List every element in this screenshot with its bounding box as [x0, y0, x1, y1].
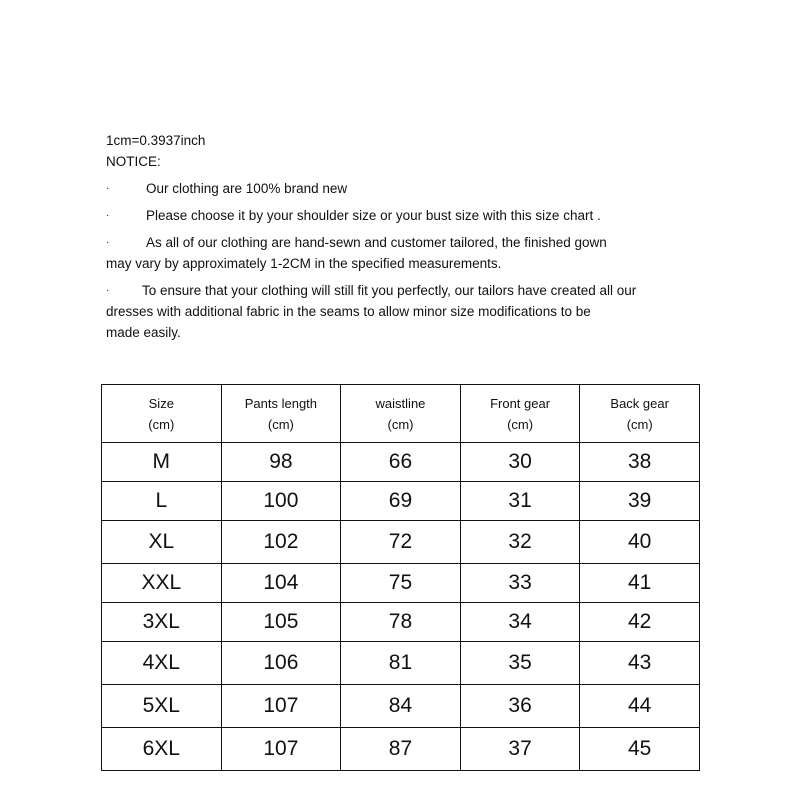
notice-text: Our clothing are 100% brand new — [146, 181, 348, 196]
table-cell: 43 — [580, 642, 700, 685]
table-cell: XXL — [102, 564, 222, 603]
table-cell: 44 — [580, 685, 700, 728]
header-label: Size — [148, 395, 174, 411]
header-unit: (cm) — [507, 416, 534, 432]
table-cell: 3XL — [102, 603, 222, 642]
table-cell: 41 — [580, 564, 700, 603]
table-cell: 42 — [580, 603, 700, 642]
table-cell: 39 — [580, 482, 700, 521]
table-cell: 34 — [460, 603, 580, 642]
table-row — [102, 443, 700, 482]
notice-text: Please choose it by your shoulder size or your bust size with this size chart . — [146, 208, 601, 223]
notice-item — [106, 178, 706, 199]
table-cell: 87 — [341, 728, 461, 771]
notice-text: As all of our clothing are hand-sewn and customer tailored, the finished gown — [146, 235, 607, 250]
header-unit: (cm) — [148, 416, 175, 432]
table-cell: 106 — [221, 642, 341, 685]
notice-text-continued: made easily. — [106, 325, 181, 340]
table-cell: 104 — [221, 564, 341, 603]
unit-conversion: 1cm=0.3937inch — [106, 133, 206, 148]
header-label: Pants length — [244, 395, 318, 411]
table-cell: 30 — [460, 443, 580, 482]
table-cell: L — [102, 482, 222, 521]
table-cell: 38 — [580, 443, 700, 482]
notice-item — [106, 280, 706, 301]
table-row — [102, 642, 700, 685]
header-label: waistline — [375, 395, 426, 411]
notice-text-continued: dresses with additional fabric in the seams to allow minor size modifications to be — [106, 304, 591, 319]
header-back-gear — [580, 385, 700, 443]
header-size — [102, 385, 222, 443]
table-cell: 102 — [221, 521, 341, 564]
table-cell: 98 — [221, 443, 341, 482]
header-waistline — [341, 385, 461, 443]
table-cell: 31 — [460, 482, 580, 521]
table-cell: 45 — [580, 728, 700, 771]
table-cell: 78 — [341, 603, 461, 642]
notice-title: NOTICE: — [106, 154, 161, 169]
bullet-icon: · — [106, 285, 110, 296]
table-cell: 100 — [221, 482, 341, 521]
table-cell: 6XL — [102, 728, 222, 771]
header-label: Back gear — [610, 395, 669, 411]
table-cell: 4XL — [102, 642, 222, 685]
table-cell: 81 — [341, 642, 461, 685]
table-cell: 37 — [460, 728, 580, 771]
table-cell: M — [102, 443, 222, 482]
notice-item — [106, 205, 706, 226]
table-cell: 107 — [221, 728, 341, 771]
header-unit: (cm) — [387, 416, 414, 432]
table-cell: 69 — [341, 482, 461, 521]
table-cell: 66 — [341, 443, 461, 482]
table-cell: 72 — [341, 521, 461, 564]
bullet-icon: · — [106, 237, 110, 248]
table-row — [102, 521, 700, 564]
bullet-icon: · — [106, 183, 110, 194]
header-front-gear — [460, 385, 580, 443]
table-cell: XL — [102, 521, 222, 564]
header-unit: (cm) — [626, 416, 653, 432]
table-row — [102, 564, 700, 603]
table-cell: 5XL — [102, 685, 222, 728]
table-cell: 36 — [460, 685, 580, 728]
table-cell: 40 — [580, 521, 700, 564]
table-cell: 75 — [341, 564, 461, 603]
table-row — [102, 685, 700, 728]
header-unit: (cm) — [267, 416, 294, 432]
notice-text: To ensure that your clothing will still fit you perfectly, our tailors have created all our — [142, 283, 637, 298]
table-cell: 35 — [460, 642, 580, 685]
bullet-icon: · — [106, 210, 110, 221]
table-cell: 107 — [221, 685, 341, 728]
table-row — [102, 728, 700, 771]
notice-item — [106, 232, 706, 253]
table-cell: 32 — [460, 521, 580, 564]
size-chart-table — [101, 384, 700, 771]
notice-text-continued: may vary by approximately 1-2CM in the specified measurements. — [106, 256, 502, 271]
table-cell: 84 — [341, 685, 461, 728]
table-header-row — [102, 385, 700, 443]
table-row — [102, 603, 700, 642]
table-cell: 33 — [460, 564, 580, 603]
notice-section — [106, 130, 706, 343]
header-label: Front gear — [490, 395, 551, 411]
table-cell: 105 — [221, 603, 341, 642]
header-pants-length — [221, 385, 341, 443]
table-row — [102, 482, 700, 521]
